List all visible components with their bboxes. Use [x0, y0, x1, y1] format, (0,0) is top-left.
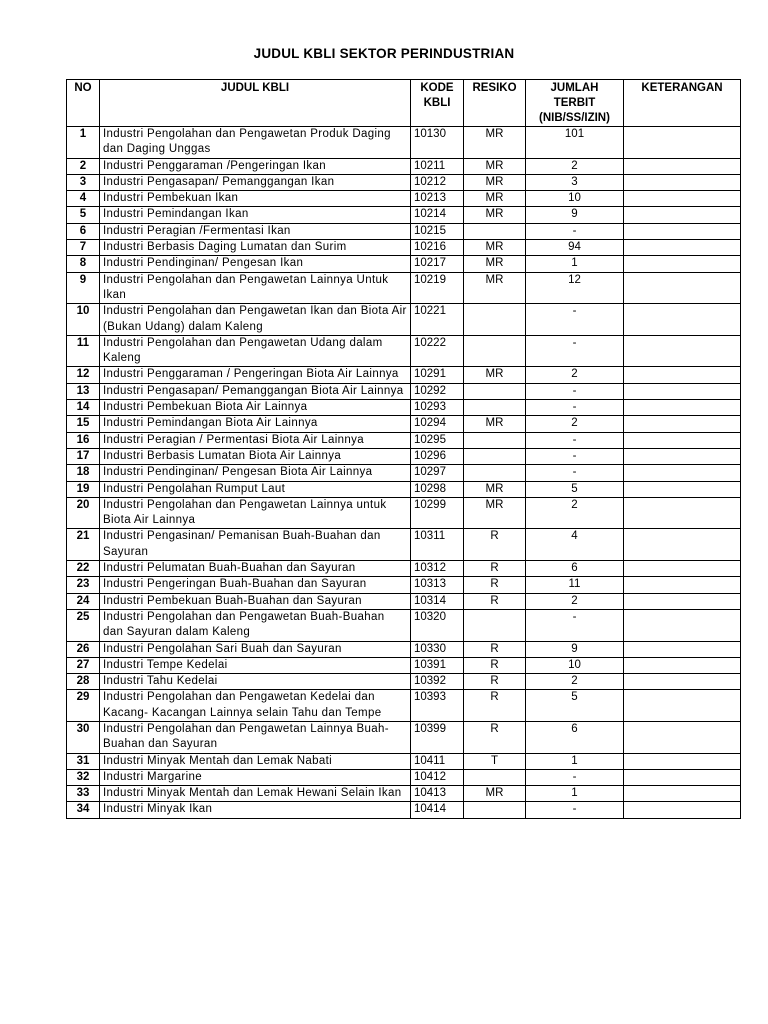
row-keterangan	[624, 272, 741, 304]
table-row	[67, 465, 741, 481]
row-jumlah-terbit: 10	[526, 657, 624, 673]
row-jumlah-terbit: 101	[526, 127, 624, 159]
row-judul-kbli: Industri Minyak Mentah dan Lemak Nabati	[100, 753, 411, 769]
row-number: 2	[67, 158, 100, 174]
row-jumlah-terbit: 2	[526, 416, 624, 432]
row-jumlah-terbit: 4	[526, 529, 624, 561]
row-number: 16	[67, 432, 100, 448]
row-number: 5	[67, 207, 100, 223]
row-jumlah-terbit: 2	[526, 367, 624, 383]
row-kode-kbli: 10391	[411, 657, 464, 673]
row-judul-kbli: Industri Peragian / Permentasi Biota Air Lainnya	[100, 432, 411, 448]
row-resiko	[464, 432, 526, 448]
row-kode-kbli: 10296	[411, 448, 464, 464]
table-row	[67, 383, 741, 399]
row-keterangan	[624, 481, 741, 497]
row-resiko	[464, 465, 526, 481]
row-kode-kbli: 10294	[411, 416, 464, 432]
row-keterangan	[624, 448, 741, 464]
row-judul-kbli: Industri Pengeringan Buah-Buahan dan Sayuran	[100, 577, 411, 593]
row-resiko: R	[464, 561, 526, 577]
row-number: 20	[67, 497, 100, 529]
row-number: 18	[67, 465, 100, 481]
row-resiko: R	[464, 674, 526, 690]
row-jumlah-terbit: 2	[526, 674, 624, 690]
row-keterangan	[624, 465, 741, 481]
row-number: 27	[67, 657, 100, 673]
row-kode-kbli: 10216	[411, 240, 464, 256]
row-judul-kbli: Industri Tahu Kedelai	[100, 674, 411, 690]
table-row	[67, 223, 741, 239]
row-number: 3	[67, 174, 100, 190]
row-resiko: R	[464, 641, 526, 657]
row-resiko: MR	[464, 786, 526, 802]
row-keterangan	[624, 223, 741, 239]
row-keterangan	[624, 400, 741, 416]
row-number: 33	[67, 786, 100, 802]
row-number: 21	[67, 529, 100, 561]
row-judul-kbli: Industri Berbasis Lumatan Biota Air Lainnya	[100, 448, 411, 464]
row-kode-kbli: 10314	[411, 593, 464, 609]
row-number: 12	[67, 367, 100, 383]
row-kode-kbli: 10214	[411, 207, 464, 223]
row-kode-kbli: 10293	[411, 400, 464, 416]
table-row	[67, 577, 741, 593]
row-resiko: MR	[464, 207, 526, 223]
row-number: 19	[67, 481, 100, 497]
row-resiko: MR	[464, 127, 526, 159]
row-resiko: MR	[464, 174, 526, 190]
row-judul-kbli: Industri Tempe Kedelai	[100, 657, 411, 673]
row-number: 30	[67, 721, 100, 753]
row-kode-kbli: 10414	[411, 802, 464, 818]
row-judul-kbli: Industri Pengolahan dan Pengawetan Kedelai dan Kacang- Kacangan Lainnya selain Tahu dan Tempe	[100, 690, 411, 722]
table-row	[67, 335, 741, 367]
row-jumlah-terbit: 10	[526, 191, 624, 207]
row-keterangan	[624, 158, 741, 174]
row-number: 28	[67, 674, 100, 690]
row-judul-kbli: Industri Pengolahan dan Pengawetan Udang dalam Kaleng	[100, 335, 411, 367]
table-body	[67, 127, 741, 819]
row-jumlah-terbit: 11	[526, 577, 624, 593]
row-jumlah-terbit: -	[526, 400, 624, 416]
row-keterangan	[624, 674, 741, 690]
table-row	[67, 481, 741, 497]
row-keterangan	[624, 432, 741, 448]
table-row	[67, 240, 741, 256]
row-judul-kbli: Industri Pelumatan Buah-Buahan dan Sayuran	[100, 561, 411, 577]
table-row	[67, 416, 741, 432]
row-judul-kbli: Industri Pendinginan/ Pengesan Ikan	[100, 256, 411, 272]
row-number: 24	[67, 593, 100, 609]
row-number: 8	[67, 256, 100, 272]
row-judul-kbli: Industri Pemindangan Biota Air Lainnya	[100, 416, 411, 432]
table-row	[67, 609, 741, 641]
table-row	[67, 641, 741, 657]
row-kode-kbli: 10412	[411, 769, 464, 785]
row-judul-kbli: Industri Pendinginan/ Pengesan Biota Air Lainnya	[100, 465, 411, 481]
row-kode-kbli: 10213	[411, 191, 464, 207]
row-jumlah-terbit: -	[526, 223, 624, 239]
row-number: 23	[67, 577, 100, 593]
row-resiko	[464, 609, 526, 641]
row-number: 25	[67, 609, 100, 641]
row-kode-kbli: 10413	[411, 786, 464, 802]
table-row	[67, 561, 741, 577]
row-kode-kbli: 10215	[411, 223, 464, 239]
row-resiko: MR	[464, 256, 526, 272]
row-keterangan	[624, 304, 741, 336]
row-number: 1	[67, 127, 100, 159]
row-jumlah-terbit: -	[526, 383, 624, 399]
table-row	[67, 721, 741, 753]
row-number: 17	[67, 448, 100, 464]
row-kode-kbli: 10217	[411, 256, 464, 272]
header-judul-kbli: JUDUL KBLI	[100, 80, 411, 127]
row-keterangan	[624, 207, 741, 223]
row-keterangan	[624, 335, 741, 367]
row-keterangan	[624, 240, 741, 256]
row-kode-kbli: 10411	[411, 753, 464, 769]
row-keterangan	[624, 174, 741, 190]
table-row	[67, 256, 741, 272]
row-number: 7	[67, 240, 100, 256]
table-row	[67, 158, 741, 174]
row-judul-kbli: Industri Penggaraman /Pengeringan Ikan	[100, 158, 411, 174]
kbli-table	[66, 79, 741, 819]
table-row	[67, 304, 741, 336]
row-judul-kbli: Industri Pengasinan/ Pemanisan Buah-Buahan dan Sayuran	[100, 529, 411, 561]
row-keterangan	[624, 593, 741, 609]
table-row	[67, 497, 741, 529]
row-resiko	[464, 335, 526, 367]
row-jumlah-terbit: -	[526, 465, 624, 481]
row-jumlah-terbit: 2	[526, 158, 624, 174]
row-judul-kbli: Industri Pengolahan Sari Buah dan Sayuran	[100, 641, 411, 657]
table-row	[67, 674, 741, 690]
row-keterangan	[624, 657, 741, 673]
row-number: 29	[67, 690, 100, 722]
row-judul-kbli: Industri Pengolahan dan Pengawetan Ikan dan Biota Air (Bukan Udang) dalam Kaleng	[100, 304, 411, 336]
row-number: 26	[67, 641, 100, 657]
row-judul-kbli: Industri Peragian /Fermentasi Ikan	[100, 223, 411, 239]
page-title: JUDUL KBLI SEKTOR PERINDUSTRIAN	[253, 46, 515, 61]
row-jumlah-terbit: 9	[526, 207, 624, 223]
table-row	[67, 593, 741, 609]
row-number: 9	[67, 272, 100, 304]
table-row	[67, 432, 741, 448]
row-jumlah-terbit: 1	[526, 753, 624, 769]
row-number: 22	[67, 561, 100, 577]
row-jumlah-terbit: -	[526, 304, 624, 336]
header-kode-kbli: KODE KBLI	[411, 80, 464, 127]
row-jumlah-terbit: 1	[526, 786, 624, 802]
table-header-row	[67, 80, 741, 127]
row-resiko: MR	[464, 272, 526, 304]
table-row	[67, 786, 741, 802]
row-jumlah-terbit: 3	[526, 174, 624, 190]
row-resiko	[464, 400, 526, 416]
row-judul-kbli: Industri Pengolahan dan Pengawetan Lainnya Untuk Ikan	[100, 272, 411, 304]
row-keterangan	[624, 416, 741, 432]
row-keterangan	[624, 769, 741, 785]
header-jumlah-terbit: JUMLAH TERBIT (NIB/SS/IZIN)	[526, 80, 624, 127]
table-row	[67, 207, 741, 223]
row-resiko: MR	[464, 367, 526, 383]
row-judul-kbli: Industri Minyak Ikan	[100, 802, 411, 818]
row-jumlah-terbit: 2	[526, 593, 624, 609]
row-keterangan	[624, 721, 741, 753]
row-judul-kbli: Industri Pembekuan Buah-Buahan dan Sayuran	[100, 593, 411, 609]
row-jumlah-terbit: 1	[526, 256, 624, 272]
row-keterangan	[624, 690, 741, 722]
row-keterangan	[624, 802, 741, 818]
row-kode-kbli: 10222	[411, 335, 464, 367]
table-row	[67, 191, 741, 207]
row-kode-kbli: 10292	[411, 383, 464, 399]
row-resiko	[464, 769, 526, 785]
row-resiko: MR	[464, 481, 526, 497]
row-resiko	[464, 448, 526, 464]
table-row	[67, 367, 741, 383]
header-keterangan: KETERANGAN	[624, 80, 741, 127]
row-resiko	[464, 383, 526, 399]
row-kode-kbli: 10221	[411, 304, 464, 336]
row-resiko	[464, 304, 526, 336]
row-resiko: R	[464, 577, 526, 593]
row-resiko: MR	[464, 158, 526, 174]
row-number: 31	[67, 753, 100, 769]
row-kode-kbli: 10313	[411, 577, 464, 593]
row-resiko: MR	[464, 191, 526, 207]
table-row	[67, 529, 741, 561]
row-resiko	[464, 223, 526, 239]
row-judul-kbli: Industri Pembekuan Ikan	[100, 191, 411, 207]
table-row	[67, 448, 741, 464]
row-resiko: R	[464, 721, 526, 753]
row-resiko: MR	[464, 497, 526, 529]
row-kode-kbli: 10399	[411, 721, 464, 753]
row-resiko: T	[464, 753, 526, 769]
row-jumlah-terbit: -	[526, 802, 624, 818]
row-judul-kbli: Industri Pengasapan/ Pemanggangan Ikan	[100, 174, 411, 190]
row-judul-kbli: Industri Pengolahan dan Pengawetan Produk Daging dan Daging Unggas	[100, 127, 411, 159]
row-judul-kbli: Industri Pengolahan dan Pengawetan Lainnya Buah-Buahan dan Sayuran	[100, 721, 411, 753]
row-number: 11	[67, 335, 100, 367]
header-resiko: RESIKO	[464, 80, 526, 127]
row-keterangan	[624, 561, 741, 577]
row-keterangan	[624, 383, 741, 399]
row-judul-kbli: Industri Minyak Mentah dan Lemak Hewani Selain Ikan	[100, 786, 411, 802]
table-row	[67, 753, 741, 769]
row-number: 10	[67, 304, 100, 336]
row-number: 13	[67, 383, 100, 399]
row-number: 4	[67, 191, 100, 207]
row-number: 32	[67, 769, 100, 785]
row-kode-kbli: 10212	[411, 174, 464, 190]
row-kode-kbli: 10393	[411, 690, 464, 722]
row-resiko	[464, 802, 526, 818]
row-jumlah-terbit: 94	[526, 240, 624, 256]
row-judul-kbli: Industri Pembekuan Biota Air Lainnya	[100, 400, 411, 416]
row-keterangan	[624, 786, 741, 802]
row-jumlah-terbit: 5	[526, 481, 624, 497]
row-kode-kbli: 10295	[411, 432, 464, 448]
row-jumlah-terbit: -	[526, 448, 624, 464]
row-resiko: R	[464, 593, 526, 609]
row-jumlah-terbit: -	[526, 769, 624, 785]
row-keterangan	[624, 577, 741, 593]
row-resiko: R	[464, 657, 526, 673]
row-kode-kbli: 10392	[411, 674, 464, 690]
row-kode-kbli: 10330	[411, 641, 464, 657]
row-jumlah-terbit: 6	[526, 721, 624, 753]
row-number: 15	[67, 416, 100, 432]
row-judul-kbli: Industri Pengolahan dan Pengawetan Buah-Buahan dan Sayuran dalam Kaleng	[100, 609, 411, 641]
row-keterangan	[624, 529, 741, 561]
table-row	[67, 690, 741, 722]
row-resiko: MR	[464, 416, 526, 432]
row-number: 6	[67, 223, 100, 239]
row-keterangan	[624, 367, 741, 383]
row-kode-kbli: 10130	[411, 127, 464, 159]
row-judul-kbli: Industri Pemindangan Ikan	[100, 207, 411, 223]
row-resiko: R	[464, 529, 526, 561]
table-row	[67, 127, 741, 159]
row-keterangan	[624, 127, 741, 159]
row-keterangan	[624, 609, 741, 641]
row-jumlah-terbit: 2	[526, 497, 624, 529]
row-kode-kbli: 10291	[411, 367, 464, 383]
table-row	[67, 272, 741, 304]
table-row	[67, 657, 741, 673]
row-kode-kbli: 10320	[411, 609, 464, 641]
row-jumlah-terbit: 12	[526, 272, 624, 304]
row-keterangan	[624, 497, 741, 529]
table-row	[67, 174, 741, 190]
row-keterangan	[624, 753, 741, 769]
row-kode-kbli: 10298	[411, 481, 464, 497]
row-kode-kbli: 10311	[411, 529, 464, 561]
row-judul-kbli: Industri Pengolahan dan Pengawetan Lainnya untuk Biota Air Lainnya	[100, 497, 411, 529]
table-row	[67, 769, 741, 785]
row-number: 34	[67, 802, 100, 818]
row-jumlah-terbit: 9	[526, 641, 624, 657]
row-jumlah-terbit: -	[526, 609, 624, 641]
row-judul-kbli: Industri Berbasis Daging Lumatan dan Surim	[100, 240, 411, 256]
table-row	[67, 802, 741, 818]
row-kode-kbli: 10211	[411, 158, 464, 174]
row-kode-kbli: 10219	[411, 272, 464, 304]
row-jumlah-terbit: 6	[526, 561, 624, 577]
row-kode-kbli: 10299	[411, 497, 464, 529]
row-kode-kbli: 10297	[411, 465, 464, 481]
row-keterangan	[624, 256, 741, 272]
row-jumlah-terbit: 5	[526, 690, 624, 722]
row-resiko: MR	[464, 240, 526, 256]
row-judul-kbli: Industri Margarine	[100, 769, 411, 785]
row-keterangan	[624, 641, 741, 657]
row-keterangan	[624, 191, 741, 207]
row-number: 14	[67, 400, 100, 416]
row-kode-kbli: 10312	[411, 561, 464, 577]
row-jumlah-terbit: -	[526, 432, 624, 448]
row-judul-kbli: Industri Pengasapan/ Pemanggangan Biota Air Lainnya	[100, 383, 411, 399]
header-no: NO	[67, 80, 100, 127]
row-judul-kbli: Industri Pengolahan Rumput Laut	[100, 481, 411, 497]
row-resiko: R	[464, 690, 526, 722]
row-jumlah-terbit: -	[526, 335, 624, 367]
table-row	[67, 400, 741, 416]
row-judul-kbli: Industri Penggaraman / Pengeringan Biota Air Lainnya	[100, 367, 411, 383]
